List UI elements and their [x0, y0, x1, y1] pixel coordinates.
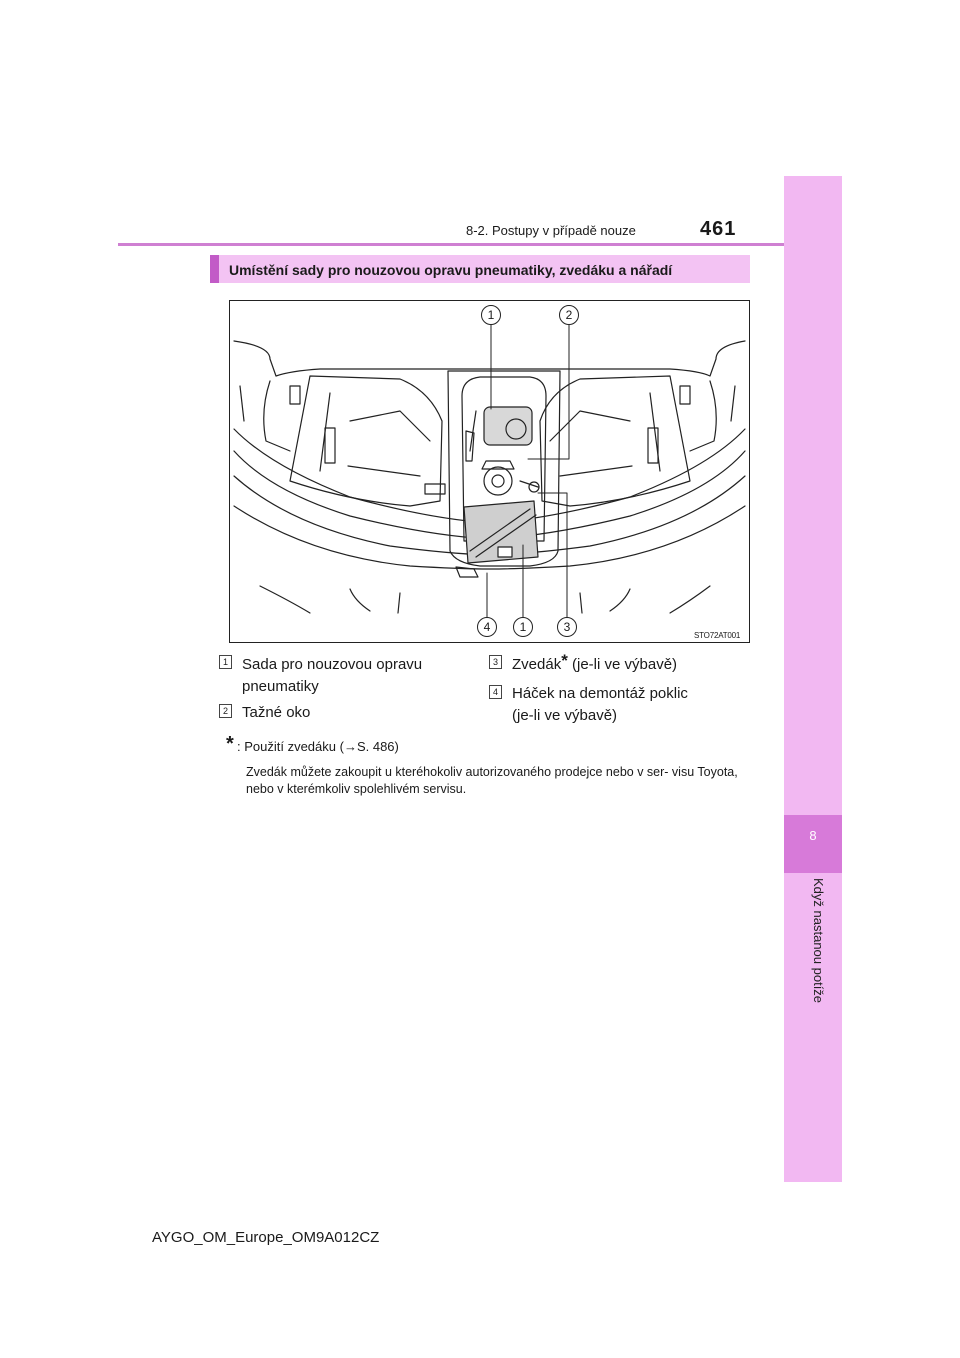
- legend-item-3: [512, 651, 678, 675]
- legend-item-3-text2: (je-li ve výbavě): [572, 656, 678, 673]
- legend-badge-1: 1: [219, 655, 232, 669]
- footnote-text: : Použití zvedáku (→S. 486): [237, 739, 399, 754]
- note-paragraph: Zvedák můžete zakoupit u kteréhokoliv autorizovaného prodejce nebo v ser- visu Toyota, nebo v kterémkoliv spolehlivém servisu.: [246, 765, 738, 796]
- header-rule: [118, 243, 784, 246]
- document-footer: AYGO_OM_Europe_OM9A012CZ: [152, 1229, 380, 1246]
- callout-top-1: 1: [481, 305, 501, 325]
- chapter-number: 8: [809, 828, 817, 843]
- legend-item-1-text2: pneumatiky: [242, 678, 319, 695]
- legend-item-2: Tažné oko: [242, 704, 311, 721]
- legend-badge-3: 3: [489, 655, 502, 669]
- legend-item-4: [512, 684, 688, 726]
- figure-code: STO72AT001: [694, 631, 741, 640]
- trunk-illustration: [229, 300, 750, 643]
- legend-item-3-star: *: [561, 651, 568, 670]
- side-chapter-active-block: [784, 815, 842, 873]
- legend-item-4-text: Háček na demontáž poklic: [512, 685, 688, 702]
- legend-item-1-text: Sada pro nouzovou opravu: [242, 656, 423, 673]
- callout-bottom-3: 3: [557, 617, 577, 637]
- chapter-label: Když nastanou potíže: [811, 878, 826, 1004]
- callout-top-2: 2: [559, 305, 579, 325]
- legend-item-4-text2: (je-li ve výbavě): [512, 707, 618, 724]
- trunk-drawing: [230, 301, 749, 642]
- section-heading: Umístění sady pro nouzovou opravu pneumatiky, zvedáku a nářadí: [229, 262, 673, 278]
- legend-item-3-text: Zvedák: [512, 656, 562, 673]
- footnote-star: *: [226, 733, 234, 755]
- legend-badge-4: 4: [489, 685, 502, 699]
- legend-item-1: [242, 655, 422, 697]
- callout-bottom-4: 4: [477, 617, 497, 637]
- legend-badge-2: 2: [219, 704, 232, 718]
- section-title: 8-2. Postupy v případě nouze: [466, 223, 636, 238]
- page-number: 461: [700, 218, 737, 240]
- callout-bottom-1: 1: [513, 617, 533, 637]
